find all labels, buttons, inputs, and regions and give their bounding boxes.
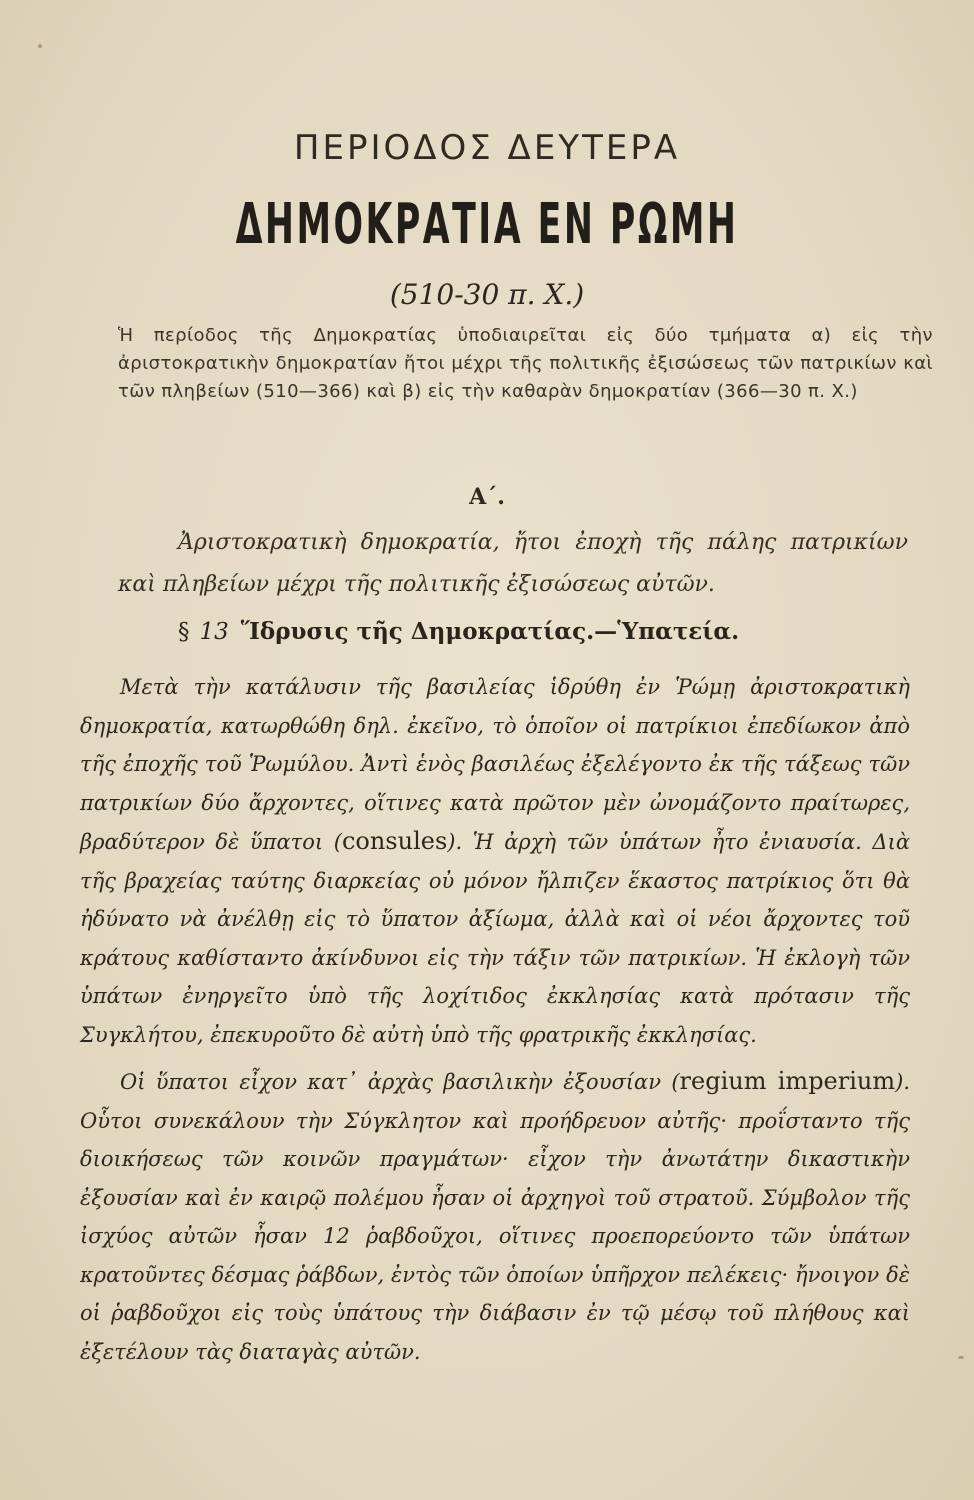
latin-term-consules: consules — [341, 827, 448, 855]
main-title: ΔΗΜΟΚΡΑΤΙΑ ΕΝ ΡΩΜΗ — [235, 192, 739, 257]
intro-paragraph: Ἡ περίοδος τῆς Δημοκρατίας ὑποδιαιρεῖται εἰς δύο τμήματα α) εἰς τὴν ἀριστοκρατικὴν δημοκρατίαν ἤτοι μέχρι τῆς πολιτικῆς ἐξισώσεως τῶν πατρικίων καὶ τῶν πληβείων (510—366) καὶ β) εἰς τὴν καθαρὰν δημοκρατίαν (366—30 π. Χ.) — [118, 325, 933, 402]
paragraph-1-text-start: Μετὰ τὴν κατάλυσιν τῆς βασιλείας ἱδρύθη ἐν Ῥώμῃ ἀριστοκρατικὴ δημοκρατία, κατωρθώθη δηλ. ἐκεῖνο, τὸ ὁποῖον οἱ πατρίκιοι ἐπεδίωκον ἀπὸ τῆς ἐποχῆς τοῦ Ῥωμύλου. Ἀντὶ ἑνὸς βασιλέως ἐξελέγοντο ἐκ τῆς τάξεως τῶν πατρικίων δύο ἄρχοντες, οἵτινες κατὰ πρῶτον μὲν ὠνομάζοντο πραίτωρες, βραδύτερον δὲ ὕπατοι ( — [80, 675, 910, 854]
paper-speck — [38, 44, 42, 48]
period-heading: ΠΕΡΙΟΔΟΣ ΔΕΥΤΕΡΑ — [293, 128, 681, 168]
paragraph-2-text-end: ). Οὗτοι συνεκάλουν τὴν Σύγκλητον καὶ προήδρευον αὐτῆς· προΐσταντο τῆς διοικήσεως τῶν κοινῶν πραγμάτων· εἶχον τὴν ἀνωτάτην δικαστικὴν ἐξουσίαν καὶ ἐν καιρῷ πολέμου ἦσαν οἱ ἀρχηγοὶ τοῦ στρατοῦ. Σύμβολον τῆς ἰσχύος αὐτῶν ἦσαν 12 ῥαβδοῦχοι, οἵτινες προεπορεύοντο τῶν ὑπάτων κρατοῦντες δέσμας ῥάβδων, ἐντὸς τῶν ὁποίων ὑπῆρχον πελέκεις· ἤνοιγον δὲ οἱ ῥαβδοῦχοι εἰς τοὺς ὑπάτους τὴν διάβασιν ἐν τῷ μέσῳ τοῦ πλήθους καὶ ἐξετέλουν τὰς διαταγὰς αὐτῶν. — [80, 1070, 910, 1364]
latin-term-regium-imperium: regium imperium — [679, 1067, 896, 1095]
section-letter: Α΄. — [469, 484, 505, 510]
section-sign: § — [178, 619, 190, 645]
paragraph-1-text-end: ). Ἡ ἀρχὴ τῶν ὑπάτων ἦτο ἐνιαυσία. Διὰ τῆς βραχείας ταύτης διαρκείας οὐ μόνον ἤλπιζεν ἕκαστος πατρίκιος ὅτι θὰ ἠδύνατο νὰ ἀνέλθῃ εἰς τὸ ὕπατον ἀξίωμα, ἀλλὰ καὶ οἱ νέοι ἄρχοντες τοῦ κράτους καθίσταντο ἀκίνδυνοι εἰς τὴν τάξιν τῶν πατρικίων. Ἡ ἐκλογὴ τῶν ὑπάτων ἐνηργεῖτο ὑπὸ τῆς λοχίτιδος ἐκκλησίας κατὰ πρότασιν τῆς Συγκλήτου, ἐπεκυροῦτο δὲ αὐτὴ ὑπὸ τῆς φρατρικῆς ἐκκλησίας. — [80, 830, 911, 1047]
paragraph-heading — [178, 618, 898, 645]
paper-speck — [958, 1356, 964, 1359]
body-paragraph-1 — [80, 668, 910, 1054]
date-range: (510-30 π. Χ.) — [389, 278, 585, 311]
paragraph-number: 13 — [199, 619, 229, 645]
paragraph-title: Ἵδρυσις τῆς Δημοκρατίας.—Ὑπατεία. — [240, 618, 740, 645]
section-subtitle: Ἀριστοκρατικὴ δημοκρατία, ἤτοι ἐποχὴ τῆς πάλης πατρικίων καὶ πληβείων μέχρι τῆς πολιτικῆς ἐξισώσεως αὐτῶν. — [118, 530, 908, 597]
paragraph-2-text-start: Οἱ ὕπατοι εἶχον κατ᾽ ἀρχὰς βασιλικὴν ἐξουσίαν ( — [120, 1070, 680, 1094]
body-paragraph-2 — [80, 1062, 910, 1371]
